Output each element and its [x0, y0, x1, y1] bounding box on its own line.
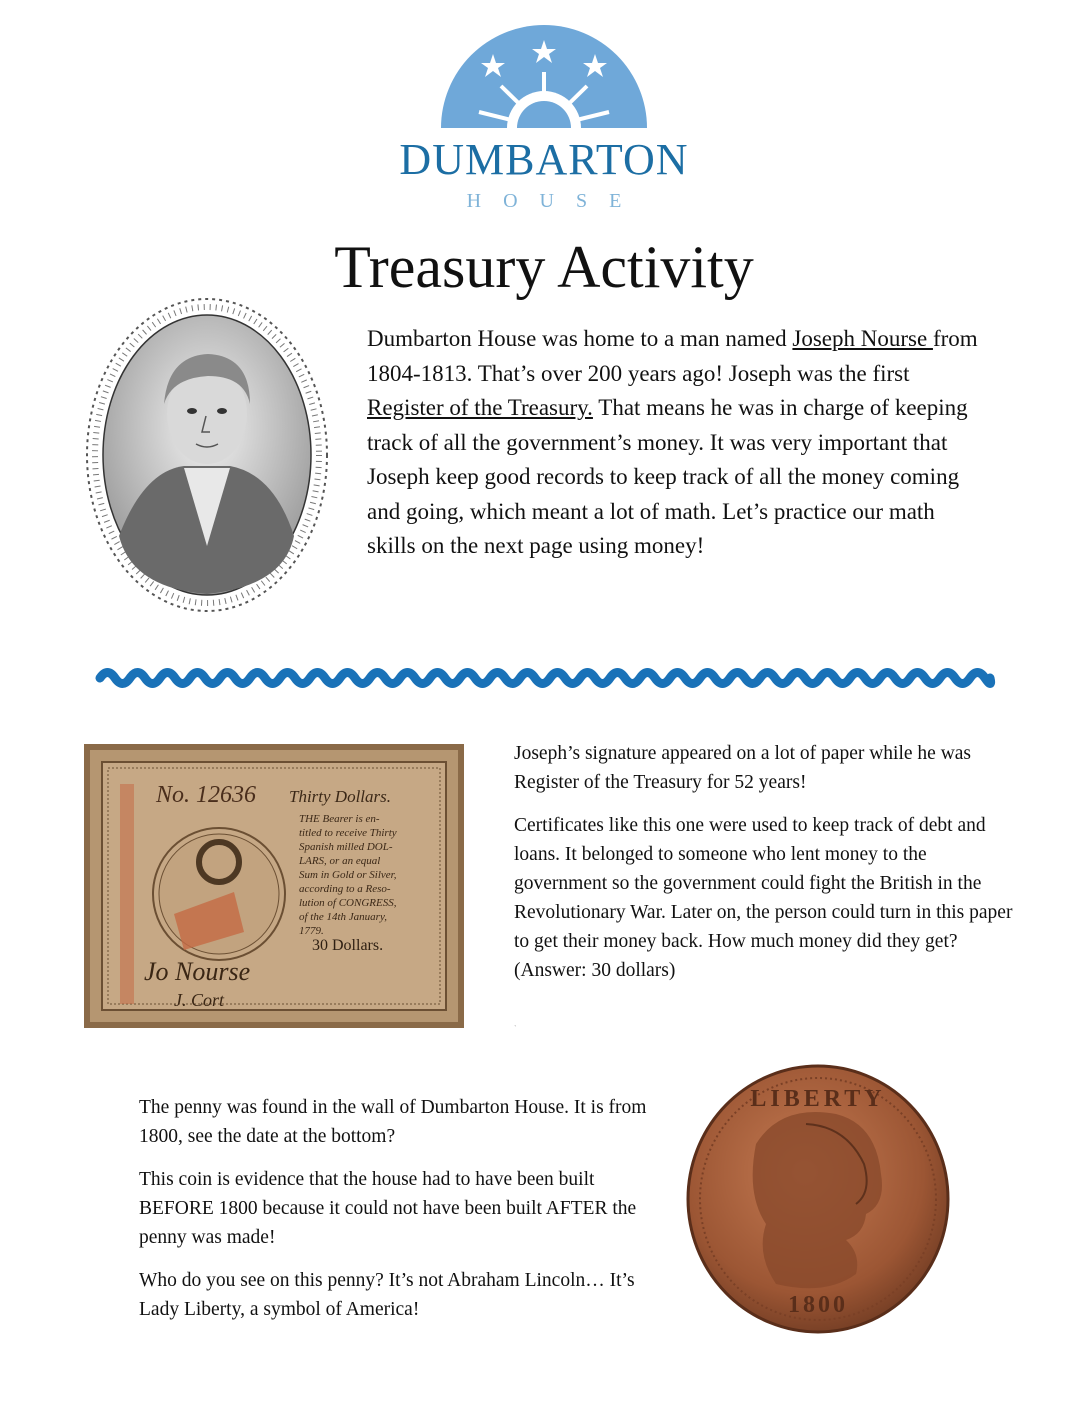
continental-currency-certificate [84, 744, 464, 1028]
bill-body-line: according to a Reso- [299, 883, 391, 895]
bill-serial: No. 12636 [156, 782, 257, 808]
intro-text-2: from 1804-1813. That’s over 200 years ago! Joseph was the first [367, 326, 978, 386]
bill-denomination: Thirty Dollars. [289, 787, 392, 806]
bill-signature-2: J. Cort [174, 990, 225, 1010]
bill-body-line: titled to receive Thirty [299, 827, 397, 839]
liberty-penny-1800 [686, 1064, 950, 1334]
bill-body-line: of the 14th January, [299, 911, 387, 923]
bill-body-line: LARS, or an equal [299, 855, 381, 867]
dumbarton-house-logo-fan [441, 24, 647, 128]
register-of-treasury-link[interactable]: Register of the Treasury. [367, 395, 593, 420]
logo-subtitle: HOUSE [466, 190, 644, 212]
bill-amount: 30 Dollars. [312, 937, 384, 954]
certificate-paragraph-2: Certificates like this one were used to keep track of debt and loans. It belonged to someone who lent money to the government so the government could fight the British in the Revolutionary War. Later on, the person could turn in this paper to get their money back. How much money did they get? (Answer: 30 dollars) [514, 815, 1013, 981]
intro-text-1: Dumbarton House was home to a man named [367, 326, 793, 351]
penny-description [139, 1093, 659, 1338]
bill-body-line: THE Bearer is en- [299, 813, 380, 825]
joseph-nourse-link[interactable]: Joseph Nourse [792, 326, 933, 351]
penny-paragraph-3: Who do you see on this penny? It’s not Abraham Lincoln… It’s Lady Liberty, a symbol of America! [139, 1270, 635, 1320]
penny-legend: LIBERTY [750, 1086, 886, 1112]
joseph-nourse-portrait [84, 296, 330, 614]
bill-body-line: lution of CONGRESS, [299, 897, 397, 909]
wave-divider [94, 660, 996, 696]
bill-body-line: Spanish milled DOL- [299, 841, 393, 853]
penny-date: 1800 [788, 1292, 848, 1318]
intro-text-3: That means he was in charge of keeping track of all the government’s money. It was very important that Joseph keep good records to keep track of all the money coming and going, which meant a lot of math. Let’s practice our math skills on the next page using money! [367, 395, 968, 558]
bill-body-line: 1779. [299, 925, 324, 937]
intro-paragraph [367, 322, 987, 564]
bill-signature: Jo Nourse [144, 957, 251, 986]
penny-paragraph-1: The penny was found in the wall of Dumbarton House. It is from 1800, see the date at the bottom? [139, 1097, 647, 1147]
bill-body-line: Sum in Gold or Silver, [299, 869, 397, 881]
certificate-description [514, 739, 1014, 999]
logo-wordmark: DUMBARTON [399, 135, 689, 184]
stray-mark: ` [514, 1024, 517, 1033]
page-title: Treasury Activity [334, 234, 754, 300]
certificate-paragraph-1: Joseph’s signature appeared on a lot of paper while he was Register of the Treasury for 52 years! [514, 743, 972, 793]
penny-paragraph-2: This coin is evidence that the house had to have been built BEFORE 1800 because it could not have been built AFTER the penny was made! [139, 1169, 637, 1248]
